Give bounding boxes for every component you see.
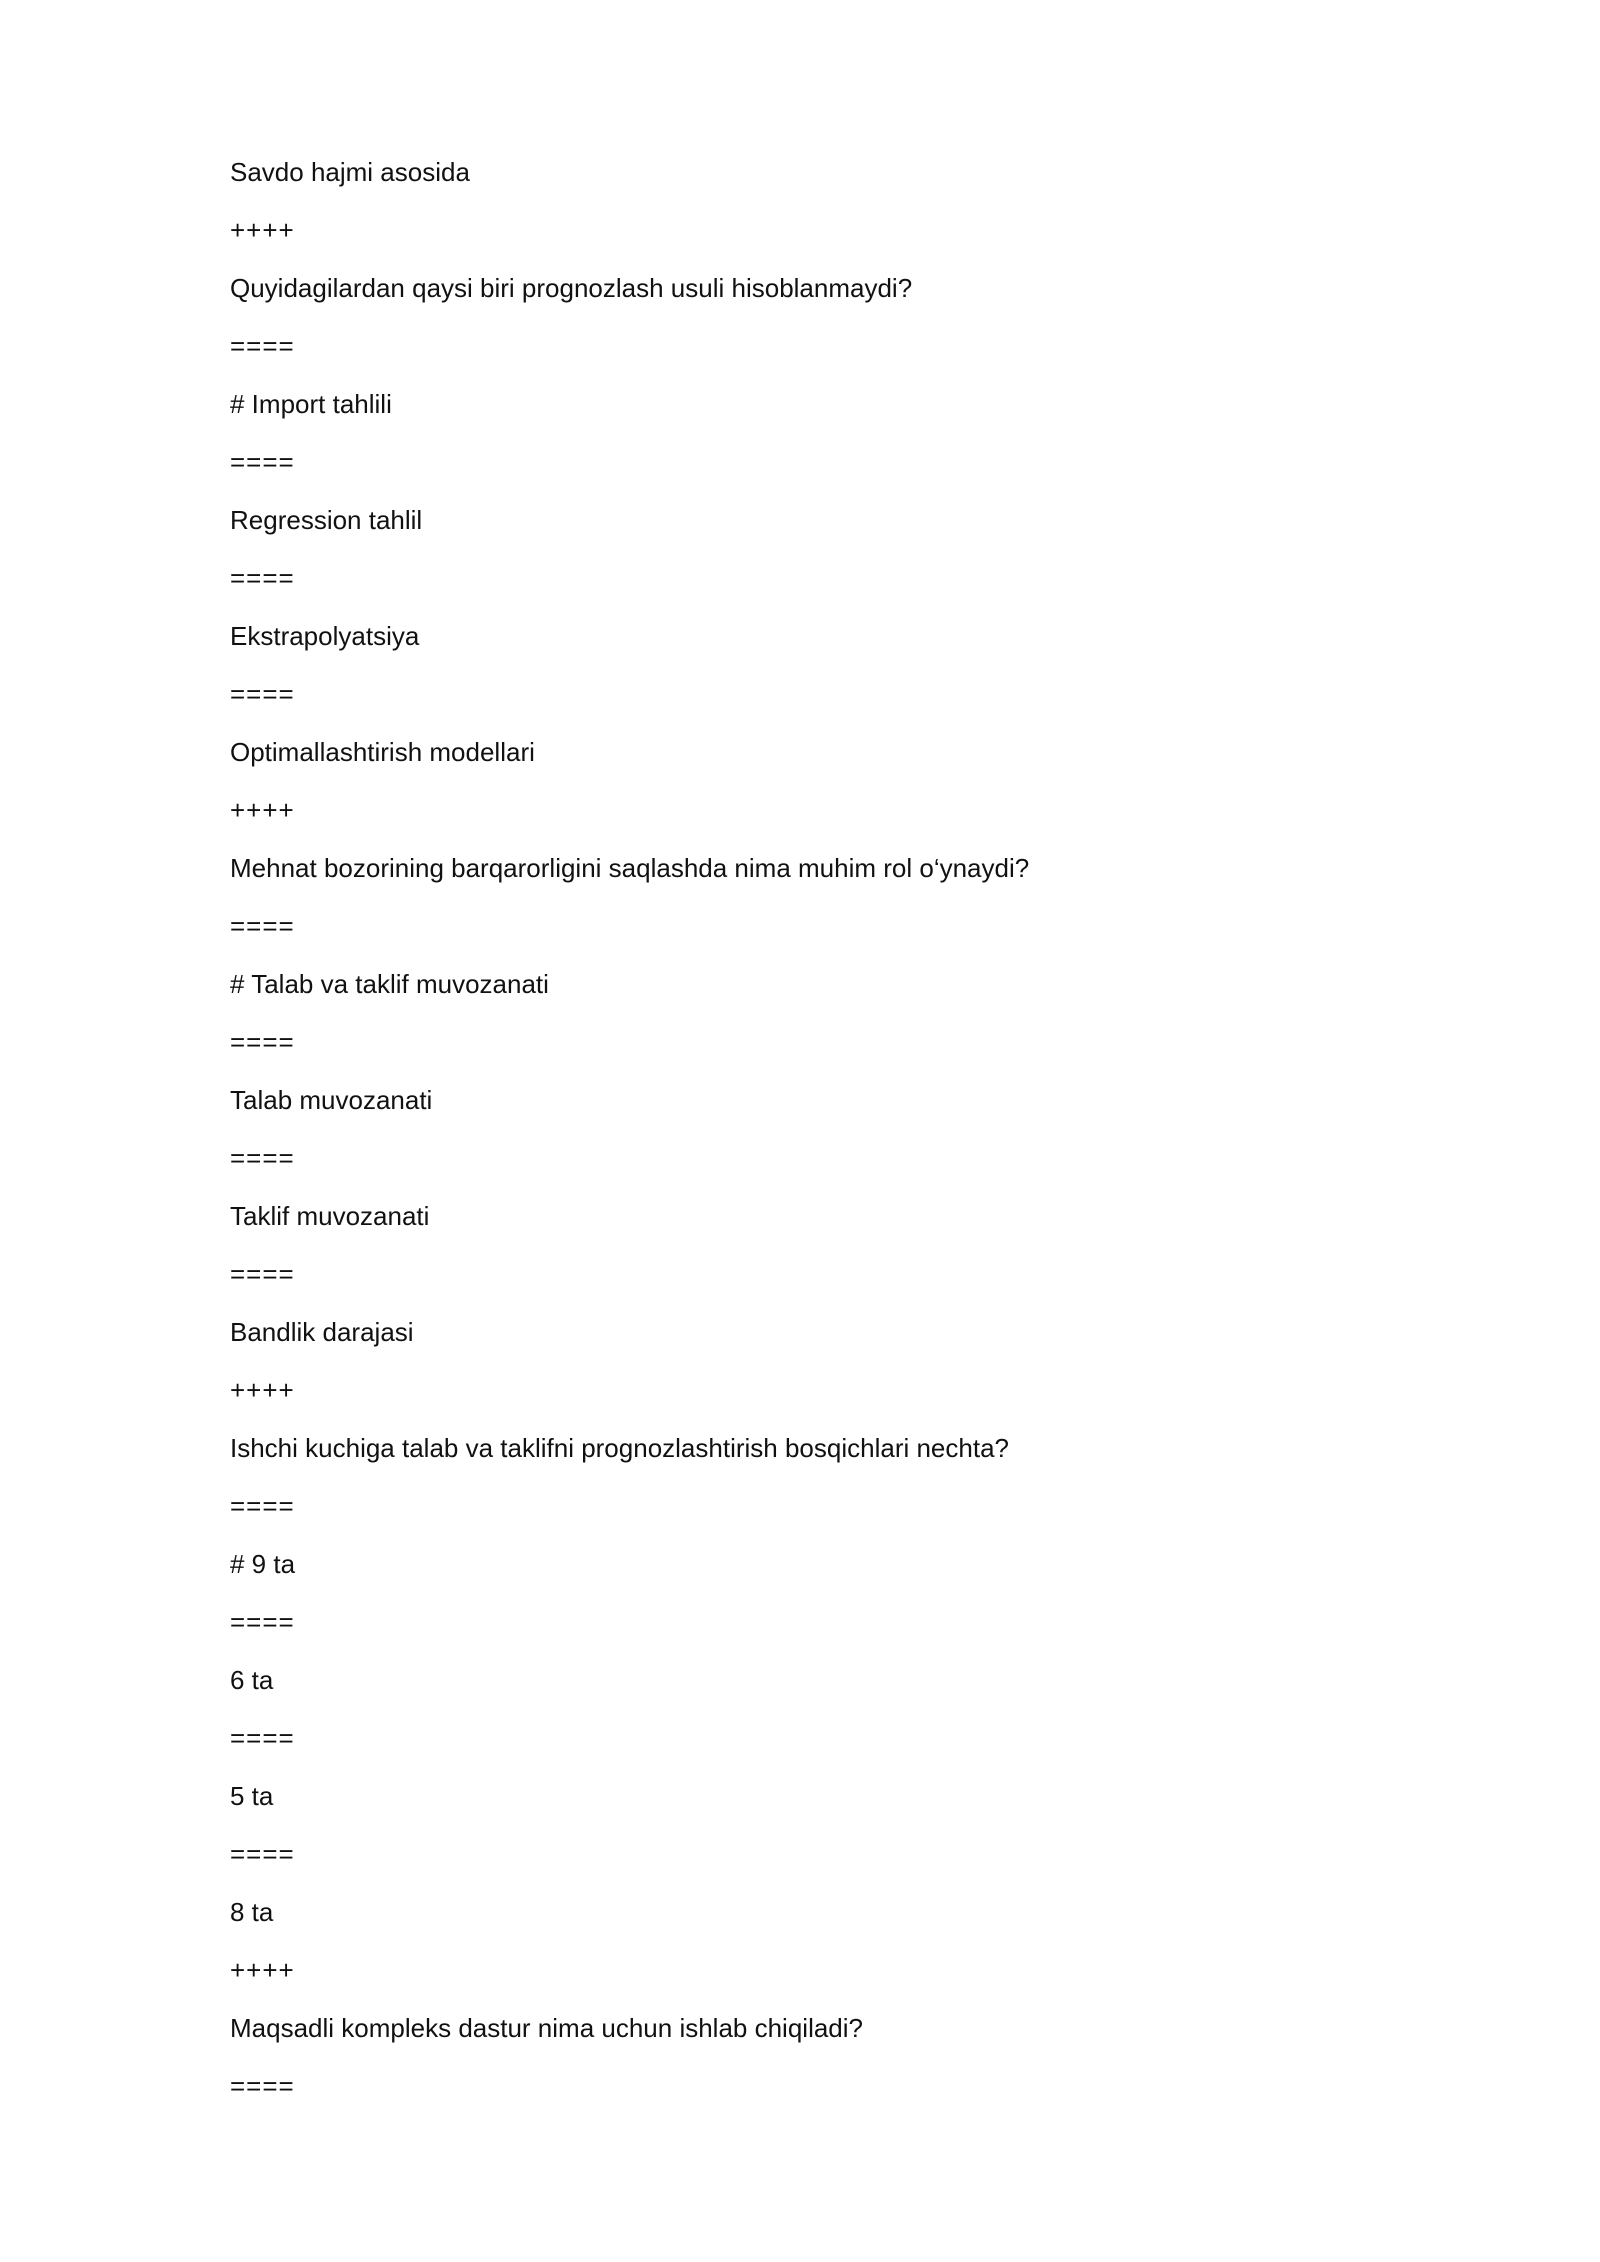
- question-text: Mehnat bozorining barqarorligini saqlashda nima muhim rol o‘ynaydi?: [230, 853, 1030, 883]
- option-separator: ====: [230, 2071, 295, 2101]
- option-separator: ====: [230, 447, 295, 477]
- answer-option: Ekstrapolyatsiya: [230, 621, 420, 651]
- answer-option: Regression tahlil: [230, 505, 423, 535]
- option-separator: ====: [230, 911, 295, 941]
- question-text: Quyidagilardan qaysi biri prognozlash usuli hisoblanmaydi?: [230, 273, 913, 303]
- option-separator: ====: [230, 331, 295, 361]
- question-separator: ++++: [230, 215, 295, 245]
- option-separator: ====: [230, 1259, 295, 1289]
- answer-option: Talab muvozanati: [230, 1085, 433, 1115]
- option-separator: ====: [230, 1143, 295, 1173]
- answer-option: Taklif muvozanati: [230, 1201, 430, 1231]
- option-separator: ====: [230, 1839, 295, 1869]
- option-separator: ====: [230, 1723, 295, 1753]
- correct-answer-option: # Talab va taklif muvozanati: [230, 969, 549, 999]
- question-separator: ++++: [230, 1955, 295, 1985]
- option-separator: ====: [230, 679, 295, 709]
- question-text: Ishchi kuchiga talab va taklifni prognozlashtirish bosqichlari nechta?: [230, 1433, 1009, 1463]
- answer-option: 6 ta: [230, 1665, 274, 1695]
- option-separator: ====: [230, 1607, 295, 1637]
- option-separator: ====: [230, 563, 295, 593]
- answer-option: 8 ta: [230, 1897, 274, 1927]
- option-separator: ====: [230, 1027, 295, 1057]
- answer-option: 5 ta: [230, 1781, 274, 1811]
- option-separator: ====: [230, 1491, 295, 1521]
- question-text: Maqsadli kompleks dastur nima uchun ishlab chiqiladi?: [230, 2013, 864, 2043]
- correct-answer-option: # 9 ta: [230, 1549, 296, 1579]
- answer-option: Optimallashtirish modellari: [230, 737, 535, 767]
- correct-answer-option: # Import tahlili: [230, 389, 392, 419]
- answer-option: Savdo hajmi asosida: [230, 157, 470, 187]
- answer-option: Bandlik darajasi: [230, 1317, 414, 1347]
- question-separator: ++++: [230, 1375, 295, 1405]
- question-separator: ++++: [230, 795, 295, 825]
